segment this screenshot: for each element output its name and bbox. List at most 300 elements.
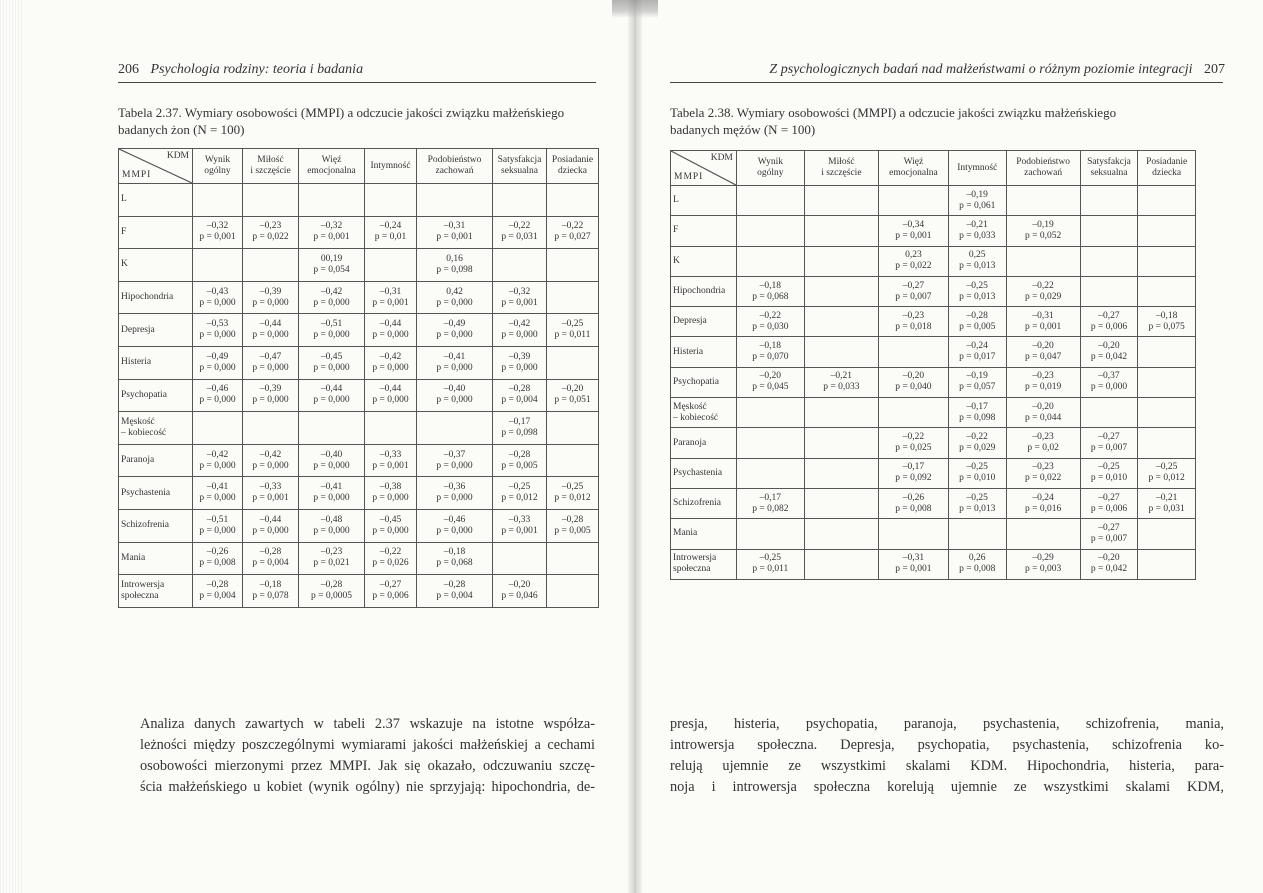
correlation-cell — [1138, 428, 1196, 458]
correlation-cell — [243, 184, 299, 217]
p-value: p = 0,004 — [501, 395, 538, 406]
correlation-cell — [878, 428, 948, 458]
correlation-cell — [365, 379, 417, 412]
correlation-value: –0,40 — [320, 449, 343, 460]
correlation-cell — [736, 276, 804, 306]
correlation-value: –0,25 — [966, 492, 988, 503]
correlation-cell — [417, 249, 493, 282]
row-label-line: Depresja — [673, 316, 707, 327]
paragraph-line: introwersja społeczna. Depresja, psychopatia, psychastenia, schizofrenia ko- — [670, 737, 1224, 753]
p-value: p = 0,000 — [252, 525, 289, 536]
p-value: p = 0,019 — [1025, 382, 1062, 393]
correlation-cell — [736, 246, 804, 276]
correlation-value: –0,27 — [902, 280, 925, 291]
paragraph-line: ścia małżeńskiego u kobiet (wynik ogólny) nie sprzyjają: hipochondria, de- — [140, 779, 595, 795]
correlation-value: –0,20 — [1098, 553, 1120, 564]
column-header-line: seksualna — [1090, 168, 1128, 178]
row-label-line: Mania — [121, 552, 146, 563]
p-value: p = 0,008 — [199, 558, 236, 569]
row-label-line: Psychopatia — [121, 389, 167, 400]
correlation-cell — [878, 488, 948, 518]
table-row — [671, 216, 1196, 246]
column-header-line: Intymność — [957, 162, 998, 173]
table-row — [119, 509, 599, 542]
corner-kdm-label: KDM — [710, 153, 733, 163]
correlation-cell — [417, 184, 493, 217]
correlation-cell — [878, 549, 948, 579]
correlation-cell — [193, 346, 243, 379]
p-value: p = 0,075 — [1148, 321, 1185, 332]
correlation-cell — [948, 216, 1006, 246]
column-header — [417, 149, 493, 184]
p-value: p = 0,011 — [554, 330, 591, 341]
body-paragraph — [118, 714, 595, 798]
correlation-cell — [193, 444, 243, 477]
table-body — [671, 186, 1196, 580]
column-header — [804, 151, 878, 186]
correlation-value: –0,19 — [1032, 219, 1054, 230]
p-value: p = 0,098 — [436, 264, 473, 275]
correlation-value: –0,25 — [508, 482, 531, 493]
correlation-value: –0,20 — [508, 579, 531, 590]
correlation-cell — [1006, 307, 1080, 337]
correlation-table — [670, 150, 1196, 580]
correlation-cell — [417, 575, 493, 608]
p-value: p = 0,000 — [313, 525, 350, 536]
correlation-cell — [417, 314, 493, 347]
correlation-cell — [547, 184, 599, 217]
correlation-value: –0,22 — [1032, 280, 1054, 291]
page-number: 207 — [1204, 62, 1225, 77]
correlation-cell — [299, 346, 365, 379]
correlation-cell — [1006, 398, 1080, 428]
correlation-cell — [365, 249, 417, 282]
correlation-cell — [948, 398, 1006, 428]
p-value: p = 0,001 — [372, 297, 409, 308]
p-value: p = 0,021 — [313, 558, 350, 569]
book-gutter — [628, 0, 642, 893]
p-value: p = 0,000 — [501, 362, 538, 373]
correlation-cell — [299, 216, 365, 249]
correlation-cell — [948, 549, 1006, 579]
table-row — [119, 575, 599, 608]
table-row — [119, 477, 599, 510]
correlation-value: –0,39 — [508, 351, 531, 362]
correlation-cell — [804, 216, 878, 246]
correlation-cell — [736, 488, 804, 518]
paragraph-line: leżności między poszczególnymi wymiarami jakości małżeńskiej a cechami — [140, 737, 595, 753]
p-value: p = 0,025 — [895, 443, 932, 454]
correlation-value: –0,23 — [1032, 432, 1054, 443]
page-header — [769, 62, 1225, 78]
correlation-value: 0,16 — [446, 253, 463, 264]
row-label — [119, 412, 193, 445]
p-value: p = 0,000 — [252, 362, 289, 373]
correlation-cell — [547, 314, 599, 347]
correlation-value: –0,22 — [902, 432, 925, 443]
table-row — [671, 519, 1196, 549]
correlation-value: –0,45 — [379, 514, 402, 525]
table-row — [671, 367, 1196, 397]
correlation-cell — [243, 314, 299, 347]
header-rule — [670, 82, 1223, 83]
p-value: p = 0,029 — [1025, 291, 1062, 302]
row-label-line: Depresja — [121, 324, 155, 335]
table-row — [119, 379, 599, 412]
correlation-cell — [1080, 367, 1138, 397]
column-header — [948, 151, 1006, 186]
page-header — [118, 62, 363, 78]
correlation-value: –0,47 — [259, 351, 282, 362]
correlation-cell — [736, 216, 804, 246]
row-label-line: Psychopatia — [673, 376, 719, 387]
correlation-cell — [804, 519, 878, 549]
correlation-value: –0,32 — [508, 286, 531, 297]
row-label — [671, 367, 737, 397]
correlation-cell — [878, 519, 948, 549]
p-value: p = 0,000 — [372, 362, 409, 373]
correlation-cell — [804, 186, 878, 216]
correlation-cell — [1080, 488, 1138, 518]
correlation-cell — [493, 412, 547, 445]
correlation-value: –0,34 — [902, 219, 925, 230]
p-value: p = 0,012 — [554, 493, 591, 504]
p-value: p = 0,033 — [823, 382, 860, 393]
p-value: p = 0,004 — [252, 558, 289, 569]
p-value: p = 0,000 — [436, 362, 473, 373]
column-header-line: ogólny — [757, 168, 784, 178]
correlation-cell — [299, 249, 365, 282]
p-value: p = 0,026 — [372, 558, 409, 569]
correlation-value: –0,31 — [1032, 310, 1054, 321]
correlation-value: 0,42 — [446, 286, 463, 297]
correlation-cell — [299, 379, 365, 412]
correlation-value: –0,25 — [966, 462, 988, 473]
table-row — [119, 249, 599, 282]
correlation-cell — [193, 281, 243, 314]
correlation-cell — [493, 509, 547, 542]
row-label — [119, 477, 193, 510]
p-value: p = 0,000 — [252, 460, 289, 471]
row-label — [119, 281, 193, 314]
correlation-value: –0,23 — [320, 547, 343, 558]
column-header-line: emocjonalna — [307, 166, 356, 176]
correlation-cell — [493, 216, 547, 249]
correlation-cell — [243, 249, 299, 282]
correlation-value: –0,41 — [320, 482, 343, 493]
p-value: p = 0,042 — [1090, 564, 1128, 575]
row-label-line: K — [121, 259, 128, 270]
p-value: p = 0,000 — [199, 297, 236, 308]
p-value: p = 0,02 — [1027, 443, 1059, 454]
row-label-line: Psychastenia — [121, 487, 171, 498]
correlation-value: –0,53 — [206, 319, 229, 330]
correlation-value: –0,46 — [443, 514, 466, 525]
p-value: p = 0,033 — [959, 230, 996, 241]
correlation-cell — [1080, 216, 1138, 246]
correlation-cell — [193, 509, 243, 542]
p-value: p = 0,005 — [501, 460, 538, 471]
correlation-value: –0,28 — [259, 547, 282, 558]
p-value: p = 0,022 — [252, 232, 289, 243]
table-row — [119, 216, 599, 249]
correlation-value: –0,17 — [902, 462, 925, 473]
p-value: p = 0,008 — [959, 564, 996, 575]
column-header — [1080, 151, 1138, 186]
p-value: p = 0,016 — [1025, 503, 1062, 514]
correlation-value: –0,19 — [966, 371, 988, 382]
p-value: p = 0,001 — [436, 232, 473, 243]
row-label-line: społeczna — [121, 590, 159, 601]
correlation-value: –0,44 — [379, 319, 402, 330]
column-header-line: emocjonalna — [889, 168, 938, 178]
p-value: p = 0,098 — [501, 427, 538, 438]
p-value: p = 0,004 — [436, 590, 473, 601]
table-caption — [670, 104, 1220, 138]
correlation-cell — [299, 412, 365, 445]
table-row — [119, 184, 599, 217]
correlation-cell — [547, 346, 599, 379]
p-value: p = 0,057 — [959, 382, 996, 393]
column-header-line: Wynik — [204, 155, 231, 165]
row-label — [671, 246, 737, 276]
p-value: p = 0,007 — [895, 291, 932, 302]
correlation-value: 0,26 — [968, 553, 986, 564]
row-label-line: Mania — [673, 528, 698, 539]
table-row — [671, 428, 1196, 458]
correlation-cell — [243, 216, 299, 249]
correlation-cell — [365, 412, 417, 445]
correlation-cell — [736, 428, 804, 458]
column-header — [193, 149, 243, 184]
correlation-cell — [804, 276, 878, 306]
correlation-cell — [547, 216, 599, 249]
correlation-value: –0,39 — [259, 286, 282, 297]
correlation-cell — [1138, 186, 1196, 216]
correlation-cell — [299, 477, 365, 510]
table-row — [671, 276, 1196, 306]
row-label — [671, 519, 737, 549]
correlation-value: –0,42 — [320, 286, 343, 297]
p-value: p = 0,018 — [895, 321, 932, 332]
p-value: p = 0,031 — [1148, 503, 1185, 514]
correlation-value: –0,18 — [1155, 310, 1178, 321]
correlation-cell — [804, 398, 878, 428]
p-value: p = 0,000 — [372, 395, 409, 406]
correlation-cell — [736, 337, 804, 367]
correlation-cell — [878, 186, 948, 216]
correlation-cell — [878, 458, 948, 488]
row-label — [119, 379, 193, 412]
correlation-value: –0,20 — [759, 371, 782, 382]
p-value: p = 0,000 — [372, 330, 409, 341]
row-label-line: Schizofrenia — [673, 498, 722, 509]
correlation-cell — [243, 412, 299, 445]
correlation-cell — [1138, 488, 1196, 518]
correlation-cell — [948, 458, 1006, 488]
p-value: p = 0,010 — [1090, 473, 1128, 484]
table-caption — [118, 104, 588, 138]
correlation-cell — [736, 549, 804, 579]
correlation-cell — [243, 346, 299, 379]
p-value: p = 0,000 — [313, 395, 350, 406]
row-label-line: Paranoja — [673, 437, 707, 448]
table-row — [671, 458, 1196, 488]
correlation-cell — [878, 216, 948, 246]
correlation-table — [118, 148, 599, 608]
correlation-cell — [365, 314, 417, 347]
p-value: p = 0,022 — [1025, 473, 1062, 484]
correlation-cell — [1006, 519, 1080, 549]
correlation-cell — [417, 379, 493, 412]
p-value: p = 0,001 — [895, 230, 932, 241]
p-value: p = 0,082 — [752, 503, 789, 514]
correlation-value: –0,20 — [561, 384, 584, 395]
correlation-cell — [878, 246, 948, 276]
correlation-value: –0,51 — [320, 319, 343, 330]
correlation-value: –0,33 — [508, 514, 531, 525]
row-label — [119, 314, 193, 347]
column-header-line: i szczęście — [250, 166, 291, 176]
row-label-line: L — [121, 194, 127, 205]
correlation-cell — [493, 477, 547, 510]
p-value: p = 0,01 — [374, 232, 407, 243]
correlation-cell — [736, 307, 804, 337]
correlation-value: –0,37 — [443, 449, 466, 460]
correlation-value: –0,27 — [379, 579, 402, 590]
p-value: p = 0,044 — [1025, 412, 1062, 423]
correlation-value: –0,28 — [508, 384, 531, 395]
p-value: p = 0,000 — [199, 493, 236, 504]
correlation-value: –0,41 — [443, 351, 466, 362]
p-value: p = 0,006 — [1090, 321, 1128, 332]
row-label — [671, 549, 737, 579]
correlation-value: –0,20 — [902, 371, 925, 382]
correlation-cell — [243, 379, 299, 412]
correlation-value: –0,25 — [759, 553, 782, 564]
column-header-line: Wynik — [757, 157, 783, 167]
body-paragraph — [670, 714, 1224, 798]
correlation-value: –0,18 — [759, 280, 782, 291]
p-value: p = 0,012 — [501, 493, 538, 504]
p-value: p = 0,000 — [436, 493, 473, 504]
p-value: p = 0,031 — [501, 232, 538, 243]
correlation-cell — [736, 519, 804, 549]
correlation-cell — [493, 314, 547, 347]
correlation-value: –0,25 — [966, 280, 988, 291]
table-row — [671, 246, 1196, 276]
row-label-line: K — [673, 255, 680, 266]
correlation-cell — [804, 246, 878, 276]
correlation-value: –0,41 — [206, 482, 229, 493]
correlation-cell — [948, 519, 1006, 549]
correlation-cell — [1138, 307, 1196, 337]
correlation-value: –0,27 — [1098, 432, 1120, 443]
p-value: p = 0,000 — [199, 395, 236, 406]
correlation-cell — [243, 281, 299, 314]
correlation-value: –0,23 — [1032, 371, 1054, 382]
correlation-cell — [417, 444, 493, 477]
p-value: p = 0,001 — [313, 232, 350, 243]
correlation-cell — [948, 428, 1006, 458]
row-label — [671, 428, 737, 458]
p-value: p = 0,000 — [313, 362, 350, 373]
correlation-value: –0,24 — [379, 221, 402, 232]
correlation-value: –0,25 — [561, 319, 584, 330]
correlation-value: –0,21 — [1155, 492, 1178, 503]
column-header-line: Więź — [321, 155, 342, 165]
p-value: p = 0,000 — [199, 460, 236, 471]
page-number: 206 — [118, 62, 139, 77]
correlation-cell — [948, 307, 1006, 337]
correlation-value: –0,33 — [379, 449, 402, 460]
correlation-cell — [948, 276, 1006, 306]
row-label — [119, 184, 193, 217]
column-header — [365, 149, 417, 184]
correlation-cell — [365, 346, 417, 379]
correlation-cell — [243, 509, 299, 542]
column-header-line: Satysfakcja — [497, 155, 542, 165]
p-value: p = 0,005 — [554, 525, 591, 536]
correlation-cell — [493, 184, 547, 217]
correlation-cell — [547, 542, 599, 575]
correlation-value: –0,31 — [902, 553, 925, 564]
row-label-line: Męskość — [673, 401, 707, 412]
correlation-cell — [1006, 549, 1080, 579]
correlation-cell — [878, 398, 948, 428]
caption-line: badanych żon (N = 100) — [118, 122, 245, 137]
correlation-value: –0,19 — [966, 189, 988, 200]
p-value: p = 0,000 — [436, 460, 473, 471]
row-label-line: – kobiecość — [673, 412, 719, 423]
correlation-cell — [417, 412, 493, 445]
correlation-cell — [1138, 337, 1196, 367]
row-label — [119, 575, 193, 608]
correlation-cell — [193, 249, 243, 282]
row-label-line: społeczna — [673, 564, 711, 575]
row-label — [671, 216, 737, 246]
correlation-value: –0,21 — [830, 371, 853, 382]
correlation-value: –0,42 — [508, 319, 531, 330]
column-header-line: Podobieństwo — [427, 155, 482, 165]
row-label-line: Introwersja — [121, 579, 165, 590]
row-label-line: Histeria — [673, 346, 704, 357]
column-header-line: Miłość — [257, 155, 284, 165]
correlation-value: –0,39 — [259, 384, 282, 395]
corner-mmpi-label: MMPI — [122, 170, 152, 180]
row-label — [671, 458, 737, 488]
row-label — [671, 488, 737, 518]
column-header-line: i szczęście — [821, 168, 862, 178]
correlation-cell — [299, 314, 365, 347]
caption-line: Tabela 2.37. Wymiary osobowości (MMPI) a odczucie jakości związku małżeńskiego — [118, 105, 565, 120]
correlation-cell — [299, 444, 365, 477]
correlation-cell — [1138, 549, 1196, 579]
correlation-cell — [417, 509, 493, 542]
correlation-cell — [493, 346, 547, 379]
correlation-cell — [1138, 276, 1196, 306]
correlation-value: –0,28 — [508, 449, 531, 460]
table-row — [119, 314, 599, 347]
p-value: p = 0,006 — [1090, 503, 1128, 514]
correlation-value: –0,40 — [443, 384, 466, 395]
table-row — [671, 398, 1196, 428]
p-value: p = 0,000 — [199, 330, 236, 341]
running-head: Psychologia rodziny: teoria i badania — [150, 62, 364, 77]
row-label-line: Męskość — [121, 416, 155, 427]
column-header — [878, 151, 948, 186]
correlation-cell — [1138, 216, 1196, 246]
